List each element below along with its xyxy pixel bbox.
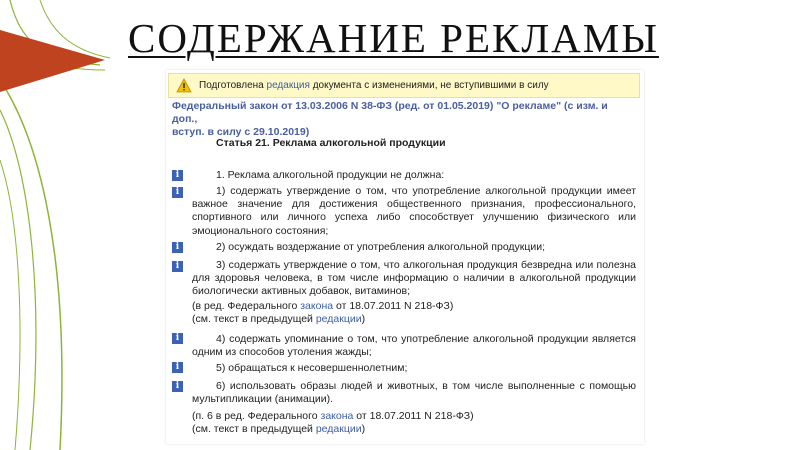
paragraph-item-5: 5) обращаться к несовершеннолетним; — [216, 362, 408, 374]
edition-link[interactable]: редакция — [266, 80, 310, 91]
slide-title: СОДЕРЖАНИЕ РЕКЛАМЫ — [128, 15, 659, 61]
info-icon[interactable]: i — [172, 381, 183, 392]
law-title[interactable]: Федеральный закон от 13.03.2006 N 38-ФЗ (ред. от 01.05.2019) "О рекламе" (с изм. и доп., вступ. в силу с 29.10.2019) — [172, 100, 608, 138]
paragraph-item-4: 4) содержать упоминание о том, что употребление алкогольной продукции является одним из способов утоления жажды; — [192, 333, 636, 359]
info-icon[interactable]: i — [172, 187, 183, 198]
red-triangle-accent — [0, 30, 105, 92]
info-icon[interactable]: i — [172, 261, 183, 272]
paragraph-item-3: 3) содержать утверждение о том, что алкогольная продукция безвредна или полезна для здоровья человека, в том числе информацию о наличии в алкогольной продукции биологически активных добавок, витаминов; — [192, 259, 636, 298]
notice-banner — [168, 73, 640, 98]
decorative-lines — [0, 0, 140, 450]
info-icon[interactable]: i — [172, 362, 183, 373]
info-icon[interactable]: i — [172, 242, 183, 253]
edition-note-1: (в ред. Федерального закона от 18.07.2011 N 218-ФЗ) (см. текст в предыдущей редакции) — [192, 300, 454, 326]
paragraph-item-2: 2) осуждать воздержание от употребления алкогольной продукции; — [216, 241, 546, 253]
previous-edition-link[interactable]: редакции — [315, 423, 362, 436]
info-icon[interactable]: i — [172, 170, 183, 181]
previous-edition-link[interactable]: редакции — [315, 313, 362, 326]
article-heading: Статья 21. Реклама алкогольной продукции — [216, 137, 446, 149]
warning-icon — [176, 78, 192, 93]
paragraph-1: 1. Реклама алкогольной продукции не должна: — [216, 169, 445, 181]
law-link[interactable]: закона — [300, 300, 334, 312]
paragraph-item-1: 1) содержать утверждение о том, что употребление алкогольной продукции имеет важное значение для достижения общественного признания, профессионального, спортивного или личного успеха либо способствует улучшению физического или эмоционального состояния; — [192, 185, 636, 237]
document-screenshot — [166, 70, 644, 444]
law-link[interactable]: закона — [320, 410, 354, 422]
edition-note-2: (п. 6 в ред. Федерального закона от 18.07.2011 N 218-ФЗ) (см. текст в предыдущей редакции) — [192, 410, 474, 436]
paragraph-item-6: 6) использовать образы людей и животных, в том числе выполненные с помощью мультипликации (анимации). — [192, 380, 636, 406]
info-icon[interactable]: i — [172, 333, 183, 344]
notice-text: Подготовлена редакция документа с изменениями, не вступившими в силу — [199, 80, 549, 91]
